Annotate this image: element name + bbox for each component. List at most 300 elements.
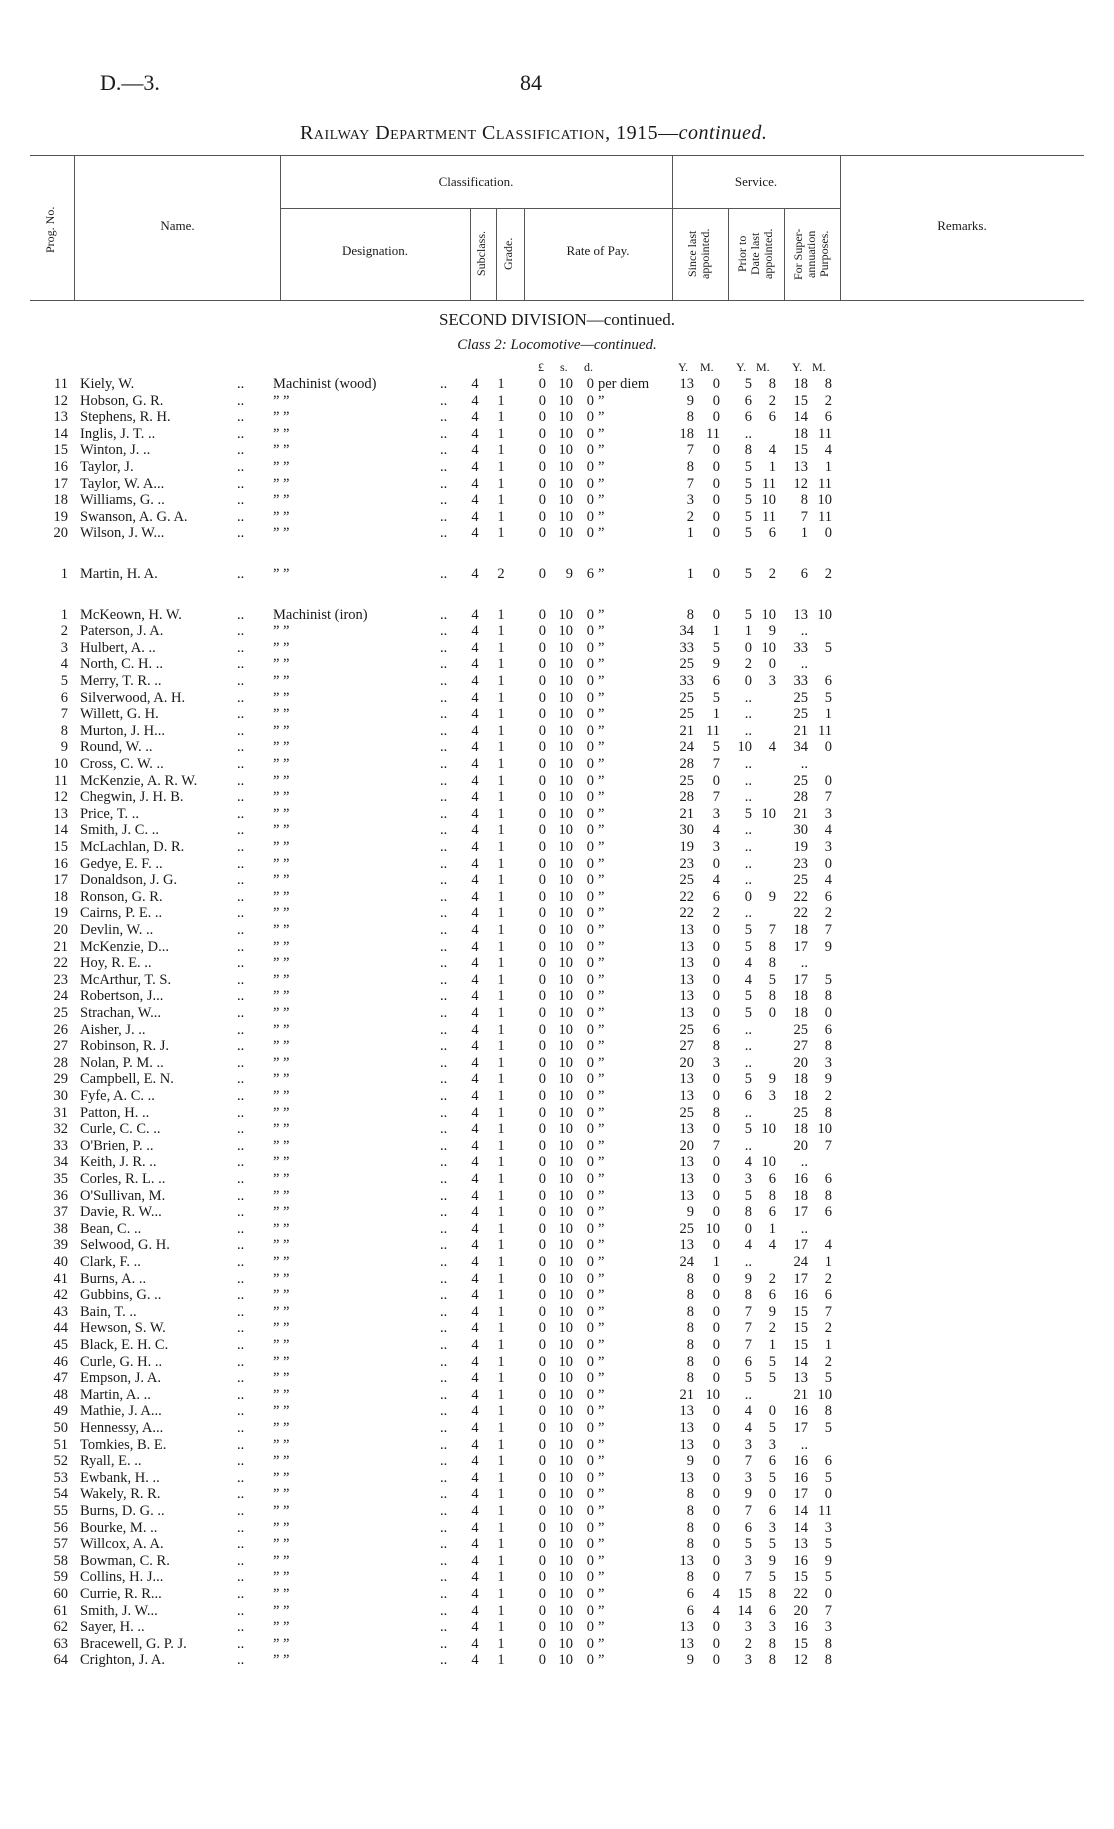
cell-prog-no: 20 [53, 922, 68, 938]
cell-super-months: 8 [824, 376, 832, 392]
cell-subclass: 4 [471, 1403, 479, 1420]
cell-prog-no: 49 [53, 1403, 68, 1420]
cell-super-months: 6 [824, 409, 832, 426]
cell-pay-pence: 0 [586, 789, 594, 806]
cell-leader-dots: .. [237, 855, 245, 872]
cell-since-years: 25 [679, 1220, 694, 1237]
cell-leader-dots: .. [237, 1121, 245, 1138]
cell-prog-no: 13 [53, 805, 68, 822]
cell-leader-dots: .. [237, 922, 245, 938]
cell-name: Robinson, R. J. [80, 1038, 170, 1055]
cell-prior-years: 5 [744, 566, 752, 582]
cell-pay-pence: 0 [586, 722, 594, 739]
cell-subclass: 4 [471, 492, 479, 509]
cell-subclass: 4 [471, 839, 479, 855]
cell-name: Wilson, J. W... [80, 525, 165, 542]
cell-name: Wakely, R. R. [80, 1486, 161, 1503]
cell-prior-months: 9 [768, 1071, 776, 1088]
cell-name: Burns, A. .. [80, 1270, 147, 1287]
cell-super-months: 7 [824, 922, 832, 938]
cell-leader-dots: .. [237, 1137, 245, 1154]
cell-pay-pence: 0 [586, 1303, 594, 1320]
cell-since-years: 33 [679, 639, 694, 656]
cell-name: O'Brien, P. .. [80, 1137, 154, 1154]
cell-super-months: 11 [818, 508, 832, 525]
cell-pay-pence: 0 [586, 1403, 594, 1420]
cell-leader-dots: .. [237, 1320, 245, 1337]
cell-pay-basis: ” [598, 1652, 605, 1669]
cell-pay-pence: 0 [586, 508, 594, 525]
cell-grade: 1 [497, 1137, 505, 1154]
cell-super-months: 6 [824, 1204, 832, 1221]
table-row [0, 1038, 1114, 1055]
cell-leader-dots: .. [440, 805, 448, 822]
cell-pay-shillings: 10 [558, 1586, 573, 1602]
cell-leader-dots: .. [440, 1453, 448, 1470]
document-reference: D.—3. [100, 70, 160, 95]
cell-leader-dots: .. [237, 1038, 245, 1055]
cell-super-months: 8 [824, 1038, 832, 1055]
cell-super-years: 25 [793, 872, 808, 889]
table-row [0, 393, 1114, 410]
cell-grade: 1 [497, 1403, 505, 1420]
cell-pay-pounds: 0 [538, 1635, 546, 1652]
cell-super-years: 24 [793, 1254, 808, 1270]
cell-pay-basis: ” [598, 656, 605, 673]
table-row [0, 1138, 1114, 1155]
cell-prior-months: 0 [768, 656, 776, 673]
cell-prior-months: 10 [761, 805, 776, 822]
cell-prior-years: 6 [744, 1519, 752, 1536]
cell-leader-dots: .. [237, 1054, 245, 1071]
cell-leader-dots: .. [237, 1453, 245, 1470]
cell-since-years: 13 [679, 1121, 694, 1138]
cell-leader-dots: .. [440, 656, 448, 673]
cell-prog-no: 30 [53, 1088, 68, 1104]
cell-subclass: 4 [471, 1171, 479, 1187]
cell-prior-years: 7 [744, 1320, 752, 1337]
cell-leader-dots: .. [237, 1552, 245, 1569]
cell-since-years: 21 [679, 722, 694, 739]
table-row [0, 1652, 1114, 1669]
cell-super-years: 13 [793, 1536, 808, 1553]
cell-super-months: 6 [824, 1453, 832, 1470]
cell-prog-no: 62 [53, 1619, 68, 1636]
table-row [0, 1005, 1114, 1022]
cell-since-years: 13 [679, 1187, 694, 1204]
cell-leader-dots: .. [237, 656, 245, 673]
cell-prior-years: .. [744, 1254, 752, 1270]
cell-leader-dots: .. [440, 525, 448, 542]
cell-leader-dots: .. [237, 508, 245, 525]
cell-name: Cairns, P. E. .. [80, 905, 163, 922]
col-since-last: Since last appointed. [685, 228, 712, 280]
cell-super-years: 25 [793, 689, 808, 706]
cell-pay-basis: ” [598, 756, 605, 772]
cell-pay-pence: 0 [586, 1552, 594, 1569]
cell-super-years: 15 [793, 392, 808, 409]
cell-name: McKenzie, D... [80, 938, 169, 955]
cell-pay-pounds: 0 [538, 855, 546, 872]
cell-prog-no: 18 [53, 888, 68, 905]
cell-prior-years: 5 [744, 475, 752, 492]
cell-since-years: 25 [679, 772, 694, 789]
cell-pay-shillings: 10 [558, 706, 573, 723]
cell-prog-no: 44 [53, 1320, 68, 1337]
cell-name: Burns, D. G. .. [80, 1503, 165, 1519]
cell-name: Crighton, J. A. [80, 1652, 165, 1669]
cell-pay-shillings: 10 [558, 772, 573, 789]
cell-grade: 1 [497, 1220, 505, 1237]
table-row [0, 889, 1114, 906]
cell-name: Patton, H. .. [80, 1104, 150, 1121]
cell-leader-dots: .. [237, 1386, 245, 1403]
cell-pay-shillings: 10 [558, 922, 573, 938]
cell-since-months: 0 [712, 971, 720, 988]
cell-designation: ” ” [273, 475, 290, 492]
cell-prog-no: 61 [53, 1602, 68, 1619]
cell-prior-years: .. [744, 855, 752, 872]
table-row [0, 376, 1114, 393]
cell-pay-pence: 0 [586, 1602, 594, 1619]
cell-designation: ” ” [273, 1270, 290, 1287]
cell-super-years: 18 [793, 1005, 808, 1021]
cell-super-months: 5 [824, 1469, 832, 1486]
cell-grade: 1 [497, 888, 505, 905]
cell-name: Aisher, J. .. [80, 1021, 146, 1038]
cell-grade: 1 [497, 706, 505, 723]
cell-pay-pounds: 0 [538, 872, 546, 889]
cell-since-years: 13 [679, 1237, 694, 1254]
cell-name: Fyfe, A. C. .. [80, 1088, 155, 1104]
cell-prior-months: 10 [761, 1154, 776, 1171]
cell-designation: ” ” [273, 1071, 290, 1088]
cell-leader-dots: .. [237, 739, 245, 756]
cell-subclass: 4 [471, 1254, 479, 1270]
table-row [0, 1520, 1114, 1537]
cell-name: Donaldson, J. G. [80, 872, 178, 889]
cell-pay-shillings: 10 [558, 971, 573, 988]
cell-name: Hennessy, A... [80, 1420, 164, 1436]
cell-pay-shillings: 10 [558, 475, 573, 492]
cell-leader-dots: .. [440, 1038, 448, 1055]
cell-since-years: 30 [679, 822, 694, 839]
cell-prior-months: 2 [768, 566, 776, 582]
cell-pay-pence: 0 [586, 442, 594, 459]
cell-leader-dots: .. [237, 1220, 245, 1237]
cell-pay-shillings: 10 [558, 606, 573, 623]
cell-pay-pounds: 0 [538, 409, 546, 426]
cell-since-years: 20 [679, 1054, 694, 1071]
cell-super-years: 6 [800, 566, 808, 582]
cell-since-years: 25 [679, 872, 694, 889]
cell-subclass: 4 [471, 888, 479, 905]
cell-pay-shillings: 10 [558, 376, 573, 392]
cell-subclass: 4 [471, 988, 479, 1005]
cell-leader-dots: .. [237, 1303, 245, 1320]
cell-pay-pounds: 0 [538, 566, 546, 582]
cell-leader-dots: .. [440, 1353, 448, 1370]
cell-leader-dots: .. [237, 955, 245, 972]
cell-super-years: 18 [793, 922, 808, 938]
cell-since-months: 0 [712, 508, 720, 525]
cell-since-years: 8 [686, 1536, 694, 1553]
cell-prog-no: 27 [53, 1038, 68, 1055]
cell-super-years: 20 [793, 1137, 808, 1154]
cell-since-months: 0 [712, 855, 720, 872]
cell-leader-dots: .. [440, 606, 448, 623]
cell-super-years: 14 [793, 1519, 808, 1536]
table-row [0, 1320, 1114, 1337]
cell-pay-basis: ” [598, 1453, 605, 1470]
table-row [0, 1370, 1114, 1387]
table-row [0, 955, 1114, 972]
cell-pay-shillings: 10 [558, 1237, 573, 1254]
cell-prior-years: 5 [744, 606, 752, 623]
cell-subclass: 4 [471, 1088, 479, 1104]
cell-prior-months: 5 [768, 1469, 776, 1486]
cell-pay-shillings: 10 [558, 1420, 573, 1436]
cell-name: Willcox, A. A. [80, 1536, 164, 1553]
cell-grade: 1 [497, 376, 505, 392]
cell-prior-years: 6 [744, 392, 752, 409]
cell-pay-pounds: 0 [538, 392, 546, 409]
table-row [0, 426, 1114, 443]
cell-since-years: 8 [686, 1569, 694, 1586]
cell-pay-basis: ” [598, 1469, 605, 1486]
cell-leader-dots: .. [440, 1137, 448, 1154]
cell-pay-basis: ” [598, 1552, 605, 1569]
cell-designation: Machinist (iron) [273, 606, 368, 623]
cell-pay-shillings: 10 [558, 1453, 573, 1470]
table-row [0, 1204, 1114, 1221]
cell-name: Hoy, R. E. .. [80, 955, 152, 972]
cell-pay-pence: 0 [586, 1104, 594, 1121]
cell-pay-pence: 0 [586, 706, 594, 723]
cell-pay-pounds: 0 [538, 971, 546, 988]
cell-name: Willett, G. H. [80, 706, 159, 723]
cell-super-months: 10 [817, 606, 832, 623]
table-row [0, 1171, 1114, 1188]
cell-pay-basis: ” [598, 1121, 605, 1138]
cell-since-months: 3 [712, 1054, 720, 1071]
cell-since-years: 24 [679, 739, 694, 756]
cell-super-years: 17 [793, 1237, 808, 1254]
cell-pay-pence: 0 [586, 623, 594, 640]
cell-pay-pence: 0 [586, 1503, 594, 1519]
cell-pay-shillings: 10 [558, 1104, 573, 1121]
cell-pay-pence: 0 [586, 772, 594, 789]
cell-super-months: 10 [817, 1386, 832, 1403]
cell-since-months: 0 [712, 376, 720, 392]
cell-leader-dots: .. [237, 392, 245, 409]
cell-pay-shillings: 10 [558, 1171, 573, 1187]
cell-since-years: 13 [679, 1469, 694, 1486]
cell-leader-dots: .. [237, 938, 245, 955]
cell-pay-pounds: 0 [538, 376, 546, 392]
cell-subclass: 4 [471, 1536, 479, 1553]
cell-prior-months: 5 [768, 1370, 776, 1387]
cell-pay-basis: ” [598, 1503, 605, 1519]
cell-super-months: 5 [824, 971, 832, 988]
cell-super-years: 21 [793, 1386, 808, 1403]
cell-prog-no: 55 [53, 1503, 68, 1519]
cell-pay-basis: ” [598, 922, 605, 938]
cell-pay-basis: ” [598, 789, 605, 806]
cell-leader-dots: .. [440, 1586, 448, 1602]
cell-subclass: 4 [471, 1303, 479, 1320]
cell-since-months: 0 [712, 1552, 720, 1569]
cell-pay-pounds: 0 [538, 492, 546, 509]
cell-prior-months: 1 [768, 1337, 776, 1353]
cell-super-years: 19 [793, 839, 808, 855]
table-row [0, 1503, 1114, 1520]
cell-since-months: 0 [712, 1635, 720, 1652]
cell-prior-years: 5 [744, 988, 752, 1005]
cell-pay-shillings: 10 [558, 656, 573, 673]
cell-prog-no: 64 [53, 1652, 68, 1669]
cell-super-years: 15 [793, 1337, 808, 1353]
cell-prior-years: 3 [744, 1436, 752, 1453]
unit-months: M. [700, 360, 714, 374]
cell-super-months: 7 [824, 1137, 832, 1154]
cell-leader-dots: .. [440, 1054, 448, 1071]
cell-super-years: 18 [793, 425, 808, 442]
cell-pay-pence: 0 [586, 1187, 594, 1204]
cell-leader-dots: .. [440, 1337, 448, 1353]
cell-pay-basis: ” [598, 1320, 605, 1337]
cell-leader-dots: .. [237, 425, 245, 442]
cell-grade: 1 [497, 772, 505, 789]
cell-pay-basis: ” [598, 1054, 605, 1071]
cell-name: Bracewell, G. P. J. [80, 1635, 187, 1652]
cell-designation: ” ” [273, 1486, 290, 1503]
cell-super-months: 0 [824, 1586, 832, 1602]
cell-designation: ” ” [273, 1420, 290, 1436]
cell-leader-dots: .. [237, 376, 245, 392]
cell-subclass: 4 [471, 1220, 479, 1237]
cell-since-years: 27 [679, 1038, 694, 1055]
cell-designation: ” ” [273, 1503, 290, 1519]
cell-pay-pence: 0 [586, 1171, 594, 1187]
cell-prog-no: 40 [53, 1254, 68, 1270]
cell-pay-pence: 0 [586, 1071, 594, 1088]
cell-leader-dots: .. [237, 1237, 245, 1254]
cell-prior-years: .. [744, 905, 752, 922]
cell-super-months: 4 [824, 872, 832, 889]
cell-pay-shillings: 10 [558, 988, 573, 1005]
cell-pay-basis: ” [598, 1071, 605, 1088]
cell-grade: 1 [497, 475, 505, 492]
cell-since-months: 0 [712, 442, 720, 459]
cell-leader-dots: .. [237, 525, 245, 542]
cell-prog-no: 5 [60, 673, 68, 689]
cell-since-years: 8 [686, 1270, 694, 1287]
cell-pay-pounds: 0 [538, 1420, 546, 1436]
cell-subclass: 4 [471, 656, 479, 673]
cell-super-years: 13 [793, 459, 808, 475]
cell-pay-shillings: 10 [558, 905, 573, 922]
cell-since-months: 0 [712, 1303, 720, 1320]
cell-since-years: 13 [679, 1420, 694, 1436]
cell-leader-dots: .. [440, 1436, 448, 1453]
cell-super-months: 8 [824, 1635, 832, 1652]
cell-leader-dots: .. [440, 1602, 448, 1619]
table-row [0, 1304, 1114, 1321]
cell-pay-basis: ” [598, 639, 605, 656]
cell-name: Chegwin, J. H. B. [80, 789, 184, 806]
cell-pay-pounds: 0 [538, 1054, 546, 1071]
cell-super-months: 11 [818, 475, 832, 492]
cell-prior-months: 3 [768, 1088, 776, 1104]
cell-prior-months: 5 [768, 1420, 776, 1436]
cell-leader-dots: .. [237, 722, 245, 739]
cell-grade: 1 [497, 1519, 505, 1536]
table-row [0, 1603, 1114, 1620]
cell-leader-dots: .. [237, 1635, 245, 1652]
cell-super-months: 0 [824, 855, 832, 872]
cell-pay-pence: 0 [586, 1220, 594, 1237]
cell-leader-dots: .. [440, 1220, 448, 1237]
cell-leader-dots: .. [237, 442, 245, 459]
cell-pay-basis: ” [598, 1436, 605, 1453]
table-row [0, 872, 1114, 889]
cell-since-years: 25 [679, 1104, 694, 1121]
cell-name: Merry, T. R. .. [80, 673, 162, 689]
cell-pay-pence: 0 [586, 855, 594, 872]
cell-designation: ” ” [273, 1353, 290, 1370]
cell-designation: ” ” [273, 1104, 290, 1121]
cell-subclass: 4 [471, 689, 479, 706]
cell-leader-dots: .. [237, 1171, 245, 1187]
cell-subclass: 4 [471, 922, 479, 938]
cell-prog-no: 32 [53, 1121, 68, 1138]
cell-designation: ” ” [273, 1187, 290, 1204]
cell-grade: 1 [497, 442, 505, 459]
cell-since-months: 0 [712, 1337, 720, 1353]
cell-pay-shillings: 10 [558, 1386, 573, 1403]
cell-leader-dots: .. [440, 1270, 448, 1287]
cell-prior-months: 8 [768, 1635, 776, 1652]
cell-pay-pounds: 0 [538, 1386, 546, 1403]
cell-super-years: 22 [793, 905, 808, 922]
cell-pay-shillings: 10 [558, 623, 573, 640]
cell-prog-no: 31 [53, 1104, 68, 1121]
cell-pay-shillings: 10 [558, 1486, 573, 1503]
table-row [0, 1486, 1114, 1503]
cell-pay-basis: ” [598, 1038, 605, 1055]
cell-super-years: 16 [793, 1469, 808, 1486]
cell-super-years: 17 [793, 1486, 808, 1503]
cell-pay-pounds: 0 [538, 508, 546, 525]
cell-name: Gubbins, G. .. [80, 1287, 162, 1304]
cell-prior-months: 9 [768, 1303, 776, 1320]
cell-since-years: 8 [686, 606, 694, 623]
cell-pay-basis: ” [598, 1104, 605, 1121]
cell-pay-shillings: 10 [558, 888, 573, 905]
table-row [0, 1055, 1114, 1072]
cell-prog-no: 38 [53, 1220, 68, 1237]
cell-name: Clark, F. .. [80, 1254, 141, 1270]
cell-pay-basis: ” [598, 1204, 605, 1221]
cell-super-years: 18 [793, 376, 808, 392]
cell-since-months: 0 [712, 1619, 720, 1636]
cell-pay-pounds: 0 [538, 1187, 546, 1204]
cell-subclass: 4 [471, 475, 479, 492]
cell-super-years: .. [800, 656, 808, 673]
cell-super-months: 11 [818, 425, 832, 442]
cell-since-years: 1 [686, 566, 694, 582]
